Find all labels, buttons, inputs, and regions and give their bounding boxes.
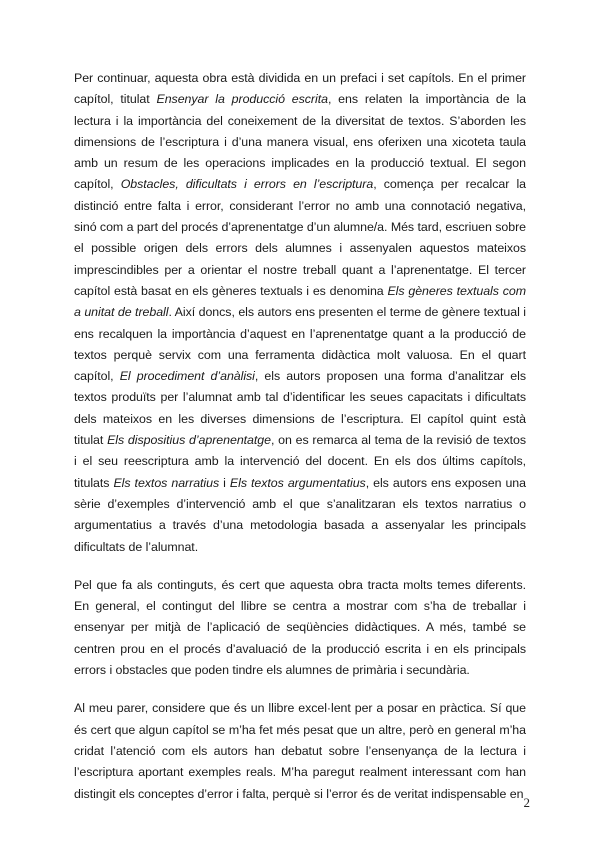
chapter-title-italic: Els dispositius d’aprenentatge	[107, 433, 271, 448]
text-run: , els autors proposen una forma d’analitzar els textos produïts per l’alumnat amb tal d’identificar les seues capacitats i dificultats dels mateixos en les diverses dimensions de l’escriptura. El capítol quint està titulat	[74, 369, 526, 448]
chapter-title-italic: Els gèneres textuals com a unitat de treball	[74, 283, 526, 320]
chapter-title-italic: Obstacles, dificultats i errors en l’escriptura	[120, 177, 374, 192]
text-run: , on es remarca al tema de la revisió de textos i el seu reescriptura amb la intervenció del docent. En els dos últims capítols, titulats	[74, 433, 527, 490]
text-run: Pel que fa als continguts, és cert que aquesta obra tracta molts temes diferents. En general, el contingut del llibre se centra a mostrar com s’ha de treballar i ensenyar per mitjà de l’aplicació de seqüències didàctiques. A més, també se centren prou en el procés d’avaluació de la producció escrita i en els principals errors i obstacles que poden tindre els alumnes de primària i secundària.	[74, 577, 526, 678]
text-run: , comença per recalcar la distinció entre falta i error, considerant l’error no amb una connotació negativa, sinó com a part del procés d’aprenentatge d’un alumne/a. Més tard, escriuen sobre el possible origen dels errors dels alumnes i assenyalen aquestos mateixos imprescindibles per a orientar el nostre treball quant a l’aprenentatge. El tercer capítol està basat en els gèneres textuals i es denomina	[74, 177, 526, 298]
chapter-title-italic: El procediment d’anàlisi	[119, 369, 255, 384]
paragraph-2	[74, 575, 526, 681]
body-text	[74, 68, 526, 805]
chapter-title-italic: Els textos narratius	[113, 475, 220, 490]
text-run: . Així doncs, els autors ens presenten el terme de gènere textual i ens recalquen la importància d’aquest en l’aprenentatge quant a la producció de textos perquè servix com una ferramenta didàctica molt valuosa. En el quart capítol,	[74, 305, 526, 384]
chapter-title-italic: Els textos argumentatius	[229, 475, 366, 490]
text-run: , els autors ens exposen una sèrie d’exemples d’intervenció amb el que s’analitzaran els textos narratius o argumentatius a través d’una metodologia basada a assenyalar les principals dificultats de l’alumnat.	[74, 475, 526, 554]
text-run: , ens relaten la importància de la lectura i la importància del coneixement de la diversitat de textos. S’aborden les dimensions de l’escriptura i d’una manera visual, ens oferixen una xicoteta taula amb un resum de les operacions implicades en la producció textual. El segon capítol,	[74, 92, 526, 192]
chapter-title-italic: Ensenyar la producció escrita	[156, 92, 328, 107]
paragraph-1	[74, 68, 526, 558]
page-number: 2	[523, 795, 530, 810]
text-run: Per continuar, aquesta obra està dividida en un prefaci i set capítols. En el primer capítol, titulat	[74, 71, 526, 107]
text-run: Al meu parer, considere que és un llibre excel·lent per a posar en pràctica. Sí que és cert que algun capítol se m’ha fet més pesat que un altre, però en general m’ha cridat l’atenció com els autors han debatut sobre l’ensenyança de la lectura i l’escriptura aportant exemples reals. M’ha paregut realment interessant com han distingit els conceptes d’error i falta, perquè si l’error és de veritat indispensable en	[74, 701, 526, 801]
paragraph-3	[74, 698, 526, 804]
text-run: i	[219, 475, 230, 490]
